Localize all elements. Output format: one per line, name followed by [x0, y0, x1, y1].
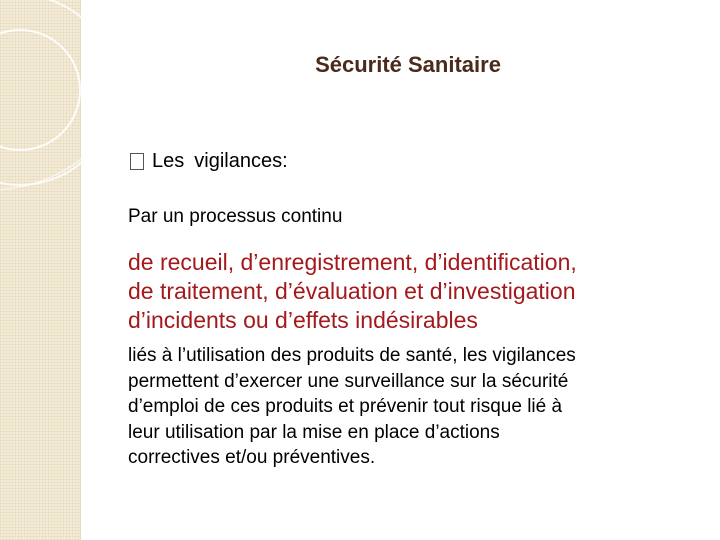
bullet-box-icon — [130, 153, 144, 170]
bullet-item — [130, 150, 288, 173]
body-line: leur utilisation par la mise en place d’actions — [128, 421, 500, 443]
body-line: d’emploi de ces produits et prévenir tout risque lié à — [128, 396, 563, 417]
bullet-text: vigilances: — [194, 150, 288, 172]
highlight-paragraph — [128, 248, 708, 335]
body-line: correctives et/ou préventives. — [128, 447, 376, 468]
body-paragraph — [128, 343, 708, 471]
bullet-label: Les — [152, 150, 185, 172]
intro-text: Par un processus continu — [128, 206, 343, 227]
page-title: Sécurité Sanitaire — [315, 52, 501, 77]
highlight-line: d’incidents ou d’effets indésirables — [128, 307, 478, 333]
body-line: permettent d’exercer une surveillance sur la sécurité — [128, 370, 569, 392]
highlight-line: de recueil, d’enregistrement, d’identification, — [128, 249, 577, 275]
body-line: liés à l’utilisation des produits de santé, les vigilances — [128, 345, 576, 366]
highlight-line: de traitement, d’évaluation et d’investigation — [128, 278, 576, 304]
